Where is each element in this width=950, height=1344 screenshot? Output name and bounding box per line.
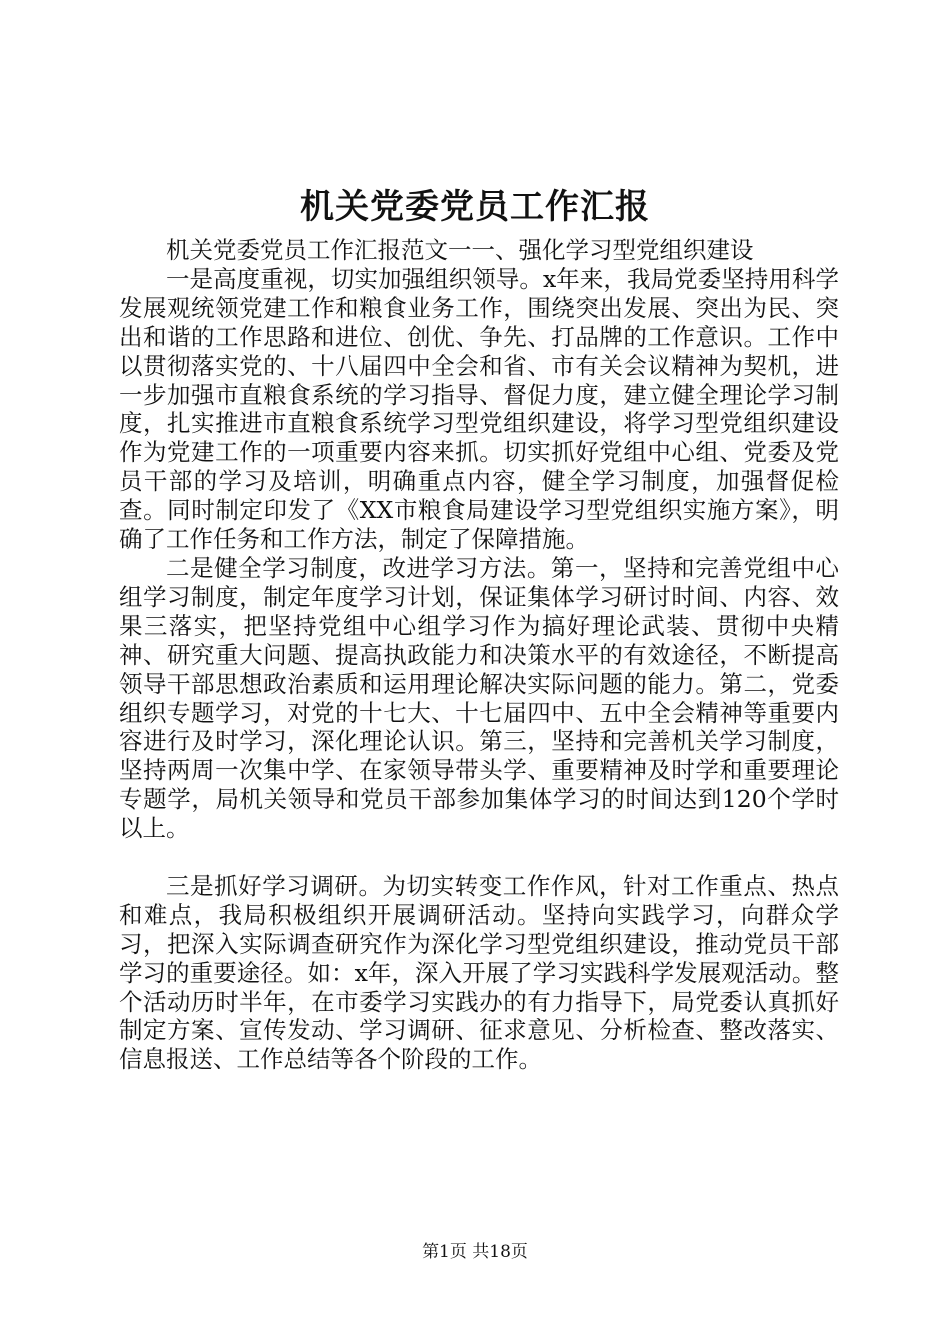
- paragraph-three: 三是抓好学习调研。为切实转变工作作风，针对工作重点、热点和难点，我局积极组织开展调研活动。坚持向实践学习，向群众学习，把深入实际调查研究作为深化学习型党组织建设，推动党员干部学习的重要途径。如：x年，深入开展了学习实践科学发展观活动。整个活动历时半年，在市委学习实践办的有力指导下，局党委认真抓好制定方案、宣传发动、学习调研、征求意见、分析检查、整改落实、信息报送、工作总结等各个阶段的工作。: [119, 871, 839, 1074]
- paragraph-one: 一是高度重视，切实加强组织领导。x年来，我局党委坚持用科学发展观统领党建工作和粮食业务工作，围绕突出发展、突出为民、突出和谐的工作思路和进位、创优、争先、打品牌的工作意识。工作中以贯彻落实党的、十八届四中全会和省、市有关会议精神为契机，进一步加强市直粮食系统的学习指导、督促力度，建立健全理论学习制度，扎实推进市直粮食系统学习型党组织建设，将学习型党组织建设作为党建工作的一项重要内容来抓。切实抓好党组中心组、党委及党员干部的学习及培训，明确重点内容，健全学习制度，加强督促检查。同时制定印发了《XX市粮食局建设学习型党组织实施方案》，明确了工作任务和工作方法，制定了保障措施。: [119, 264, 839, 554]
- document-body: [119, 236, 839, 1074]
- paragraph-two: 二是健全学习制度，改进学习方法。第一，坚持和完善党组中心组学习制度，制定年度学习计划，保证集体学习研讨时间、内容、效果三落实，把坚持党组中心组学习作为搞好理论武装、贯彻中央精神、研究重大问题、提高执政能力和决策水平的有效途径，不断提高领导干部思想政治素质和运用理论解决实际问题的能力。第二，党委组织专题学习，对党的十七大、十七届四中、五中全会精神等重要内容进行及时学习，深化理论认识。第三，坚持和完善机关学习制度，坚持两周一次集中学、在家领导带头学、重要精神及时学和重要理论专题学，局机关领导和党员干部参加集体学习的时间达到120个学时以上。: [119, 553, 839, 843]
- paragraph-intro: 机关党委党员工作汇报范文一一、强化学习型党组织建设: [166, 236, 754, 264]
- document-title: 机关党委党员工作汇报: [300, 187, 650, 227]
- page-number-footer: 第1页 共18页: [422, 1242, 528, 1262]
